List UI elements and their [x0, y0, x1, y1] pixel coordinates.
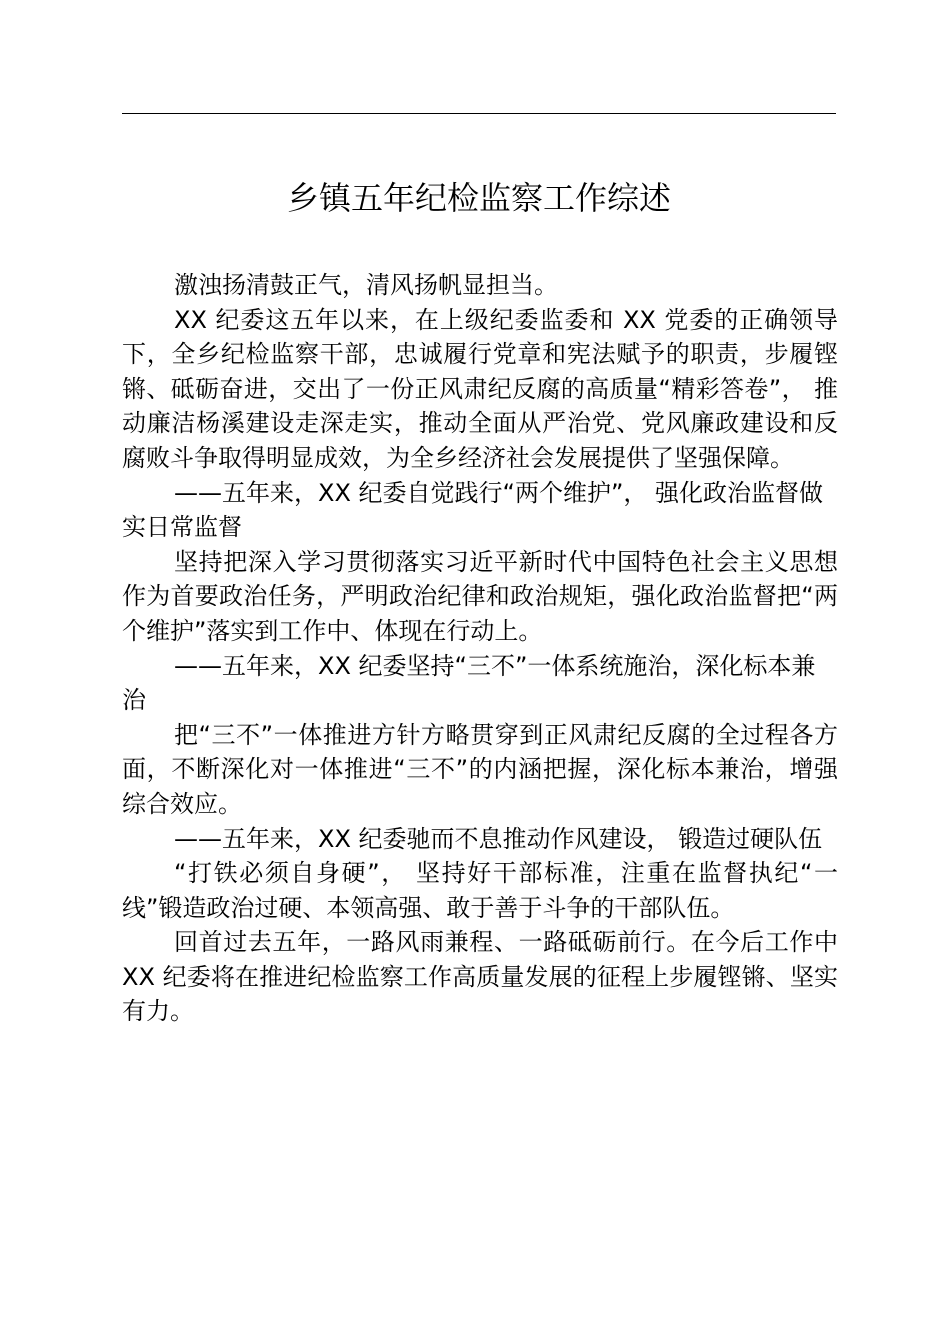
- paragraph-summary: XX 纪委这五年以来，在上级纪委监委和 XX 党委的正确领导下，全乡纪检监察干部，忠诚履行党章和宪法赋予的职责，步履铿锵、砥砺奋进，交出了一份正风肃纪反腐的高质量“精彩答卷”， 推动廉洁杨溪建设走深走实，推动全面从严治党、党风廉政建设和反腐败斗争取得明显成效，为全乡经济社会发展提供了坚强保障。: [122, 305, 838, 472]
- paragraph-conclusion: 回首过去五年，一路风雨兼程、一路砥砺前行。在今后工作中 XX 纪委将在推进纪检监察工作高质量发展的征程上步履铿锵、坚实有力。: [122, 928, 838, 1026]
- section-heading-three-nots: ——五年来，XX 纪委坚持“三不”一体系统施治，深化标本兼治: [122, 651, 816, 715]
- paragraph-work-style: “打铁必须自身硬”， 坚持好干部标准，注重在监督执纪“一线”锻造政治过硬、本领高强、敢于善于斗争的干部队伍。: [122, 859, 838, 922]
- paragraph-three-nots: 把“三不”一体推进方针方略贯穿到正风肃纪反腐的全过程各方面，不断深化对一体推进“三不”的内涵把握，深化标本兼治，增强综合效应。: [122, 720, 838, 818]
- section-heading-work-style: ——五年来，XX 纪委驰而不息推动作风建设， 锻造过硬队伍: [174, 824, 823, 853]
- paragraph-political-supervision: 坚持把深入学习贯彻落实习近平新时代中国特色社会主义思想作为首要政治任务，严明政治纪律和政治规矩，强化政治监督把“两个维护”落实到工作中、体现在行动上。: [122, 547, 838, 645]
- section-heading-political-supervision: ——五年来，XX 纪委自觉践行“两个维护”， 强化政治监督做实日常监督: [122, 478, 824, 542]
- header-rule: [122, 113, 836, 114]
- paragraph-intro: 激浊扬清鼓正气，清风扬帆显担当。: [174, 271, 558, 299]
- document-body: [122, 268, 838, 1029]
- document-title: 乡镇五年纪检监察工作综述: [286, 179, 671, 217]
